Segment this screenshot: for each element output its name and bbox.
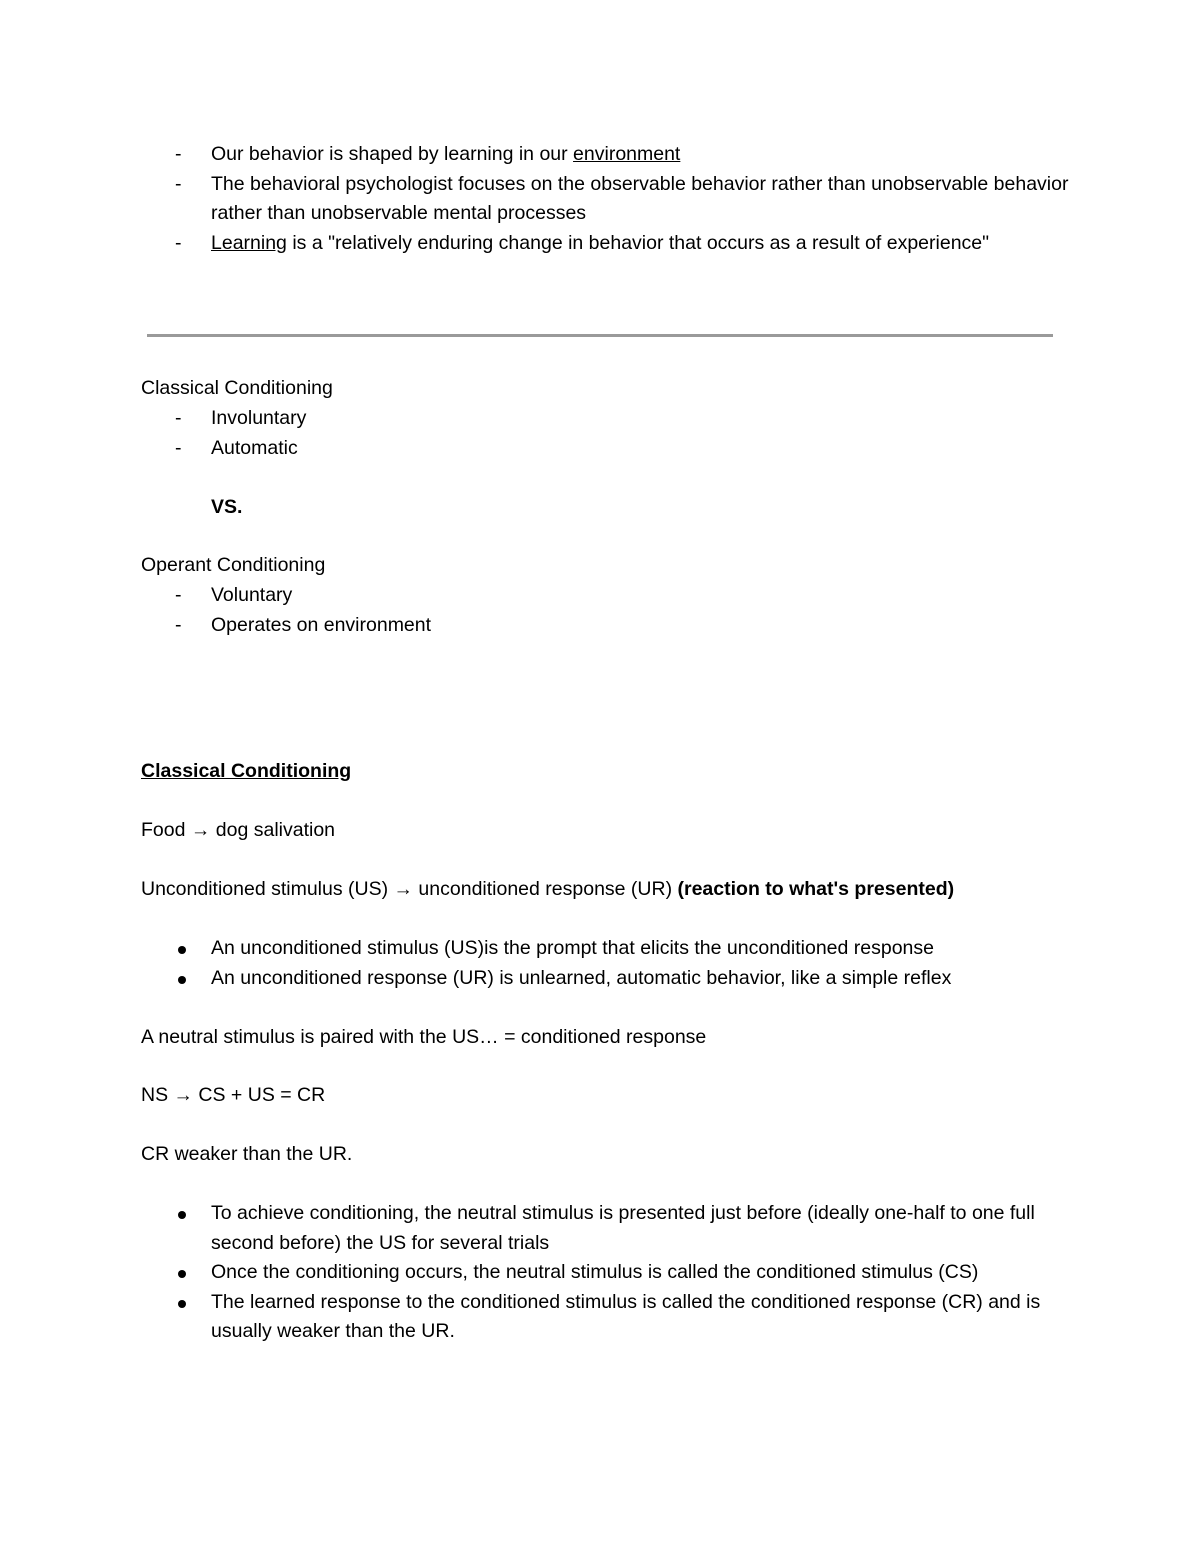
list-item (141, 611, 1071, 641)
list-item (141, 170, 1071, 229)
section-heading: Classical Conditioning (141, 760, 352, 782)
list-item (141, 1258, 1071, 1288)
classical-item-text: Automatic (211, 436, 298, 459)
conditioning-bullet-list (141, 1199, 1071, 1347)
conditioning-bullet-text: The learned response to the conditioned stimulus is called the conditioned response (CR) and is usually weaker than the UR. (211, 1290, 1041, 1342)
bullet-icon (178, 1300, 186, 1308)
list-item (141, 140, 1071, 170)
intro-item-1-text: Our behavior is shaped by learning in our (211, 143, 574, 165)
environment-underlined: environment (573, 143, 681, 165)
list-item (141, 229, 1071, 259)
conditioning-bullet-text: Once the conditioning occurs, the neutral stimulus is called the conditioned stimulus (CS) (211, 1261, 979, 1283)
list-item (141, 434, 1071, 464)
list-item (141, 581, 1071, 611)
operant-title: Operant Conditioning (141, 554, 326, 576)
conditioning-bullet-text: To achieve conditioning, the neutral stimulus is presented just before (ideally one-half to one full second before) the US for several trials (211, 1202, 1035, 1254)
list-item (141, 1199, 1071, 1258)
bullet-icon (178, 976, 186, 984)
us-line-bold: (reaction to what's presented) (677, 878, 955, 900)
list-item (141, 964, 1071, 994)
dash-bullet-icon: - (175, 172, 182, 195)
bullet-icon (178, 1211, 186, 1219)
us-line-text: Unconditioned stimulus (US) → unconditioned response (UR) (141, 878, 678, 900)
intro-item-2-text: The behavioral psychologist focuses on the observable behavior rather than unobservable behavior rather than unobservable mental processes (211, 172, 1069, 224)
list-item (141, 404, 1071, 434)
classical-list (141, 404, 1071, 463)
neutral-stimulus-line: A neutral stimulus is paired with the US… = conditioned response (141, 1026, 707, 1048)
operant-list (141, 581, 1071, 640)
us-bullet-text: An unconditioned stimulus (US)is the prompt that elicits the unconditioned response (211, 937, 934, 959)
list-item (141, 1288, 1071, 1347)
classical-title: Classical Conditioning (141, 377, 333, 399)
dash-bullet-icon: - (175, 613, 182, 636)
dash-bullet-icon: - (175, 407, 182, 429)
us-bullet-list (141, 934, 1071, 993)
dash-bullet-icon: - (175, 436, 182, 459)
operant-item-text: Operates on environment (211, 613, 432, 636)
horizontal-divider (147, 334, 1053, 337)
bullet-icon (178, 946, 186, 954)
us-line (141, 875, 954, 905)
dash-bullet-icon: - (175, 143, 182, 165)
list-item (141, 934, 1071, 964)
vs-label: VS. (211, 496, 243, 518)
operant-item-text: Voluntary (211, 584, 293, 606)
dash-bullet-icon: - (175, 584, 182, 606)
classical-item-text: Involuntary (211, 407, 307, 429)
formula-line: NS → CS + US = CR (141, 1084, 326, 1106)
learning-term: Learning (211, 231, 287, 254)
us-bullet-text: An unconditioned response (UR) is unlearned, automatic behavior, like a simple reflex (211, 966, 952, 989)
dash-bullet-icon: - (175, 231, 182, 254)
learning-definition: is a "relatively enduring change in behavior that occurs as a result of experience" (286, 231, 990, 254)
intro-list (141, 140, 1071, 258)
bullet-icon (178, 1270, 186, 1278)
weaker-line: CR weaker than the UR. (141, 1143, 353, 1165)
food-line: Food → dog salivation (141, 819, 336, 841)
